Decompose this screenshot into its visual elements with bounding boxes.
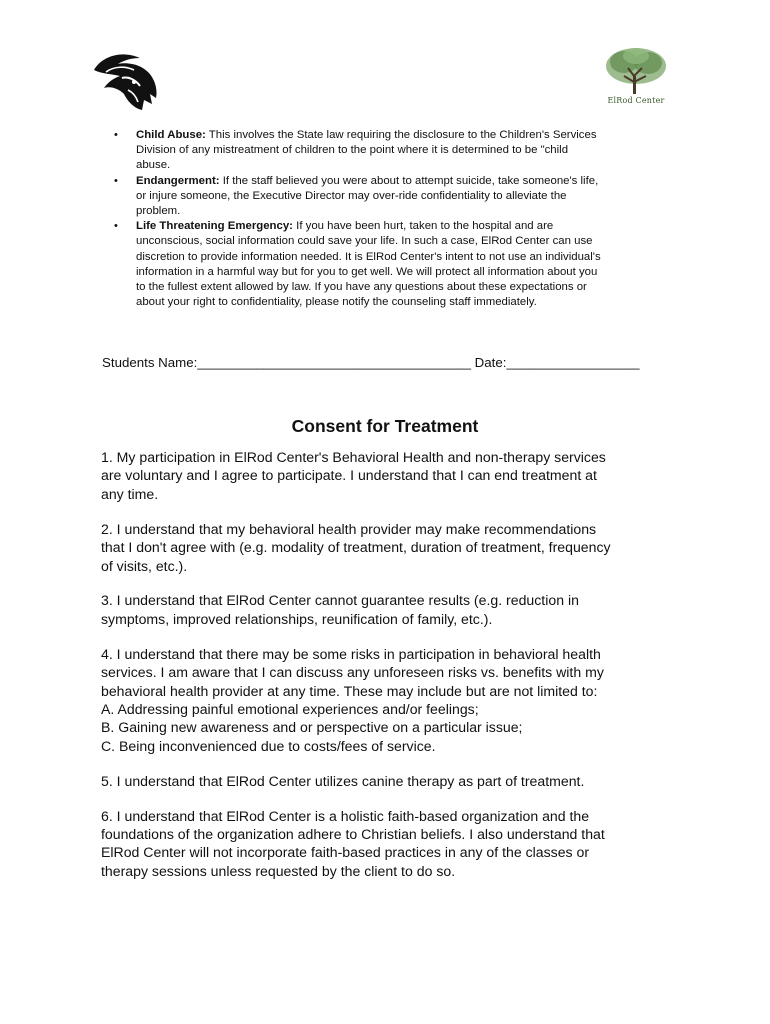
- bullet-text: or injure someone, the Executive Director may over-ride confidentiality to alleviate the: [136, 189, 567, 202]
- bullet-text: information in a harmful way but for you to get well. We will protect all information about you: [136, 265, 598, 278]
- consent-item-6: [101, 807, 681, 881]
- consent-item-3: [101, 591, 681, 628]
- text-line: any time.: [101, 485, 159, 502]
- text-line: 2. I understand that my behavioral health provider may make recommendations: [101, 520, 597, 537]
- students-name-label: Students Name:: [102, 355, 198, 370]
- bullet-term: Life Threatening Emergency:: [136, 220, 293, 233]
- tree-logo: [600, 46, 672, 112]
- text-line: 4. I understand that there may be some risks in participation in behavioral health: [101, 645, 601, 662]
- bullet-text: If you have been hurt, taken to the hospital and are: [292, 220, 554, 233]
- goat-head-icon: [88, 48, 164, 114]
- text-line: foundations of the organization adhere to Christian beliefs. I also understand that: [101, 826, 605, 842]
- text-line: of visits, etc.).: [101, 557, 188, 574]
- confidentiality-exceptions-list: [100, 128, 660, 310]
- bullet-icon: •: [114, 174, 118, 187]
- bullet-text: unconscious, social information could save your life. In such a case, ElRod Center can use: [136, 235, 593, 248]
- text-line: A. Addressing painful emotional experiences and/or feelings;: [101, 700, 479, 717]
- text-line: 6. I understand that ElRod Center is a holistic faith-based organization and the: [101, 807, 590, 824]
- text-line: 5. I understand that ElRod Center utilizes canine therapy as part of treatment.: [101, 772, 585, 789]
- logo-text: ElRod Center: [607, 96, 665, 105]
- bullet-icon: •: [114, 220, 118, 233]
- bullet-text: This involves the State law requiring the disclosure to the Children's Services: [205, 129, 597, 141]
- list-item: [100, 219, 660, 310]
- text-line: services. I am aware that I can discuss any unforeseen risks vs. benefits with my: [101, 664, 604, 681]
- students-name-field[interactable]: _____________________________________: [197, 355, 471, 370]
- bullet-text: about your right to confidentiality, please notify the counseling staff immediately.: [136, 296, 537, 309]
- bullet-term: Endangerment:: [136, 174, 220, 187]
- signature-line: [102, 355, 702, 370]
- consent-item-4: [101, 645, 681, 755]
- page-title: Consent for Treatment: [291, 416, 479, 436]
- consent-body: [101, 448, 681, 897]
- list-item: [100, 128, 660, 174]
- text-line: ElRod Center will not incorporate faith-based practices in any of the classes or: [101, 844, 590, 861]
- consent-item-1: [101, 448, 681, 503]
- bullet-text: Division of any mistreatment of children to the point where it is determined to be "child: [136, 144, 569, 157]
- text-line: B. Gaining new awareness and or perspective on a particular issue;: [101, 719, 523, 736]
- bullet-text: problem.: [136, 205, 181, 218]
- text-line: that I don't agree with (e.g. modality of treatment, duration of treatment, frequency: [101, 539, 611, 556]
- date-field[interactable]: __________________: [506, 355, 640, 370]
- consent-item-5: [101, 772, 681, 790]
- consent-item-2: [101, 520, 681, 575]
- tree-icon: [600, 46, 672, 96]
- bullet-icon: •: [114, 129, 118, 141]
- text-line: behavioral health provider at any time. These may include but are not limited to:: [101, 682, 598, 699]
- text-line: are voluntary and I agree to participate. I understand that I can end treatment at: [101, 467, 597, 484]
- text-line: 3. I understand that ElRod Center cannot guarantee results (e.g. reduction in: [101, 592, 579, 609]
- date-label: Date:: [470, 355, 507, 370]
- bullet-text: to the fullest extent allowed by law. If you have any questions about these expectations or: [136, 281, 587, 294]
- list-item: [100, 174, 660, 220]
- text-line: symptoms, improved relationships, reunification of family, etc.).: [101, 610, 493, 627]
- bullet-text: discretion to provide information needed. It is ElRod Center's intent to not use an individual's: [136, 250, 601, 263]
- text-line: 1. My participation in ElRod Center's Behavioral Health and non-therapy services: [101, 449, 606, 465]
- text-line: C. Being inconvenienced due to costs/fees of service.: [101, 737, 436, 754]
- bullet-term: Child Abuse:: [136, 129, 206, 141]
- bullet-text: If the staff believed you were about to attempt suicide, take someone's life,: [219, 174, 599, 187]
- text-line: therapy sessions unless requested by the client to do so.: [101, 862, 456, 879]
- bullet-text: abuse.: [136, 159, 171, 172]
